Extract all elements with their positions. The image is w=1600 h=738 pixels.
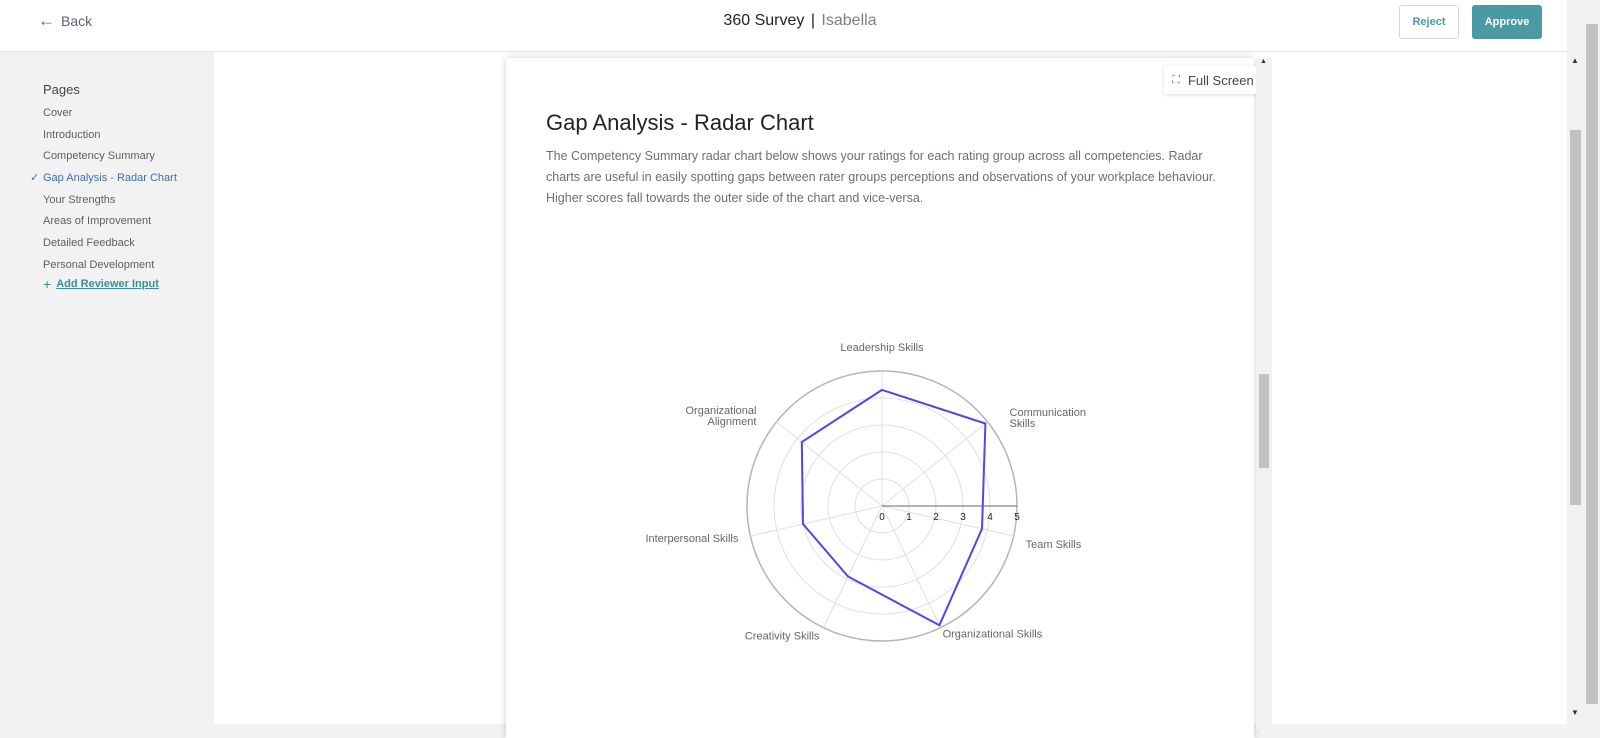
sidebar-item-introduction[interactable] xyxy=(43,128,177,150)
scroll-up-icon: ▲ xyxy=(1571,56,1579,65)
axis-label: Leadership Skills xyxy=(840,342,924,354)
content-scrollbar[interactable] xyxy=(1567,0,1584,724)
sidebar-item-label: Personal Development xyxy=(43,258,155,271)
tick-label: 1 xyxy=(906,512,912,523)
window-scrollbar[interactable] xyxy=(1584,0,1600,724)
sidebar-item-label: Your Strengths xyxy=(43,193,116,206)
page-title xyxy=(0,12,1600,30)
section-description: The Competency Summary radar chart below shows your ratings for each rating group across all competencies. Radar charts are useful in easily spotting gaps between rater groups perceptions and observations of your workplace behaviour. Higher scores fall towards the outer side of the chart and vice-versa. xyxy=(546,149,1216,205)
axis-label: Creativity Skills xyxy=(744,630,820,643)
document-scrollbar[interactable] xyxy=(1256,58,1272,730)
axis-label: Team Skills xyxy=(1025,539,1082,552)
document-scrollbar-thumb[interactable] xyxy=(1259,374,1269,468)
axis-label: Interpersonal Skills xyxy=(645,533,739,546)
expand-icon: ⛶ xyxy=(1172,73,1180,86)
sidebar-item-label: Areas of Improvement xyxy=(43,215,152,228)
full-screen-button[interactable] xyxy=(1164,66,1262,94)
axis-line xyxy=(882,506,1014,536)
axis-label: Alignment xyxy=(707,415,757,428)
sidebar-item-your-strengths[interactable] xyxy=(43,193,177,215)
sidebar-item-label: Cover xyxy=(43,107,73,119)
pages-heading: Pages xyxy=(43,82,80,97)
add-reviewer-input-link[interactable] xyxy=(43,275,159,292)
series-polygon xyxy=(802,390,986,625)
axis-label: Skills xyxy=(1009,417,1036,430)
axis-line xyxy=(823,506,882,628)
tick-label: 3 xyxy=(960,512,966,523)
sidebar-item-label: Gap Analysis - Radar Chart xyxy=(43,172,177,185)
approve-button[interactable]: Approve xyxy=(1472,5,1542,39)
tick-label: 0 xyxy=(879,512,885,523)
sidebar-item-cover[interactable] xyxy=(43,106,177,128)
sidebar-item-label: Introduction xyxy=(43,128,101,141)
tick-label: 4 xyxy=(987,512,993,523)
section-heading: Gap Analysis - Radar Chart xyxy=(546,110,814,135)
content-scrollbar-thumb[interactable] xyxy=(1570,130,1581,505)
survey-subject: Isabella xyxy=(821,12,877,29)
content-area xyxy=(214,52,1567,724)
back-label: Back xyxy=(61,13,93,29)
window-scrollbar-thumb[interactable] xyxy=(1586,24,1598,704)
sidebar-item-areas-of-improvement[interactable] xyxy=(43,214,177,236)
tick-label: 5 xyxy=(1014,512,1020,523)
radar-chart xyxy=(506,338,1254,668)
scroll-up-icon: ▲ xyxy=(1260,58,1267,65)
plus-icon: + xyxy=(43,275,52,292)
sidebar-item-competency-summary[interactable] xyxy=(43,149,177,171)
sidebar-item-label: Detailed Feedback xyxy=(43,237,135,250)
sidebar-item-personal-development[interactable] xyxy=(43,258,177,280)
axis-label: Communication xyxy=(1009,406,1086,419)
axis-label: Organizational Skills xyxy=(942,628,1043,641)
title-separator: | xyxy=(810,12,815,29)
full-screen-label: Full Screen xyxy=(1187,72,1254,88)
add-reviewer-label: Add Reviewer Input xyxy=(56,278,159,290)
pages-sidebar xyxy=(0,52,214,724)
arrow-left-icon: ← xyxy=(38,11,55,30)
sidebar-item-label: Competency Summary xyxy=(43,150,155,163)
survey-title: 360 Survey xyxy=(723,12,805,29)
reject-button[interactable]: Reject xyxy=(1399,5,1459,39)
page-list xyxy=(30,106,177,280)
sidebar-item-detailed-feedback[interactable] xyxy=(43,236,177,258)
top-bar xyxy=(0,0,1600,52)
axis-label: Organizational xyxy=(685,404,757,417)
document-page xyxy=(506,58,1254,738)
axis-line xyxy=(750,506,882,536)
sidebar-item-gap-analysis[interactable] xyxy=(30,171,177,193)
scroll-down-icon: ▼ xyxy=(1571,708,1579,717)
tick-label: 2 xyxy=(933,512,939,523)
check-icon: ✓ xyxy=(30,172,40,185)
